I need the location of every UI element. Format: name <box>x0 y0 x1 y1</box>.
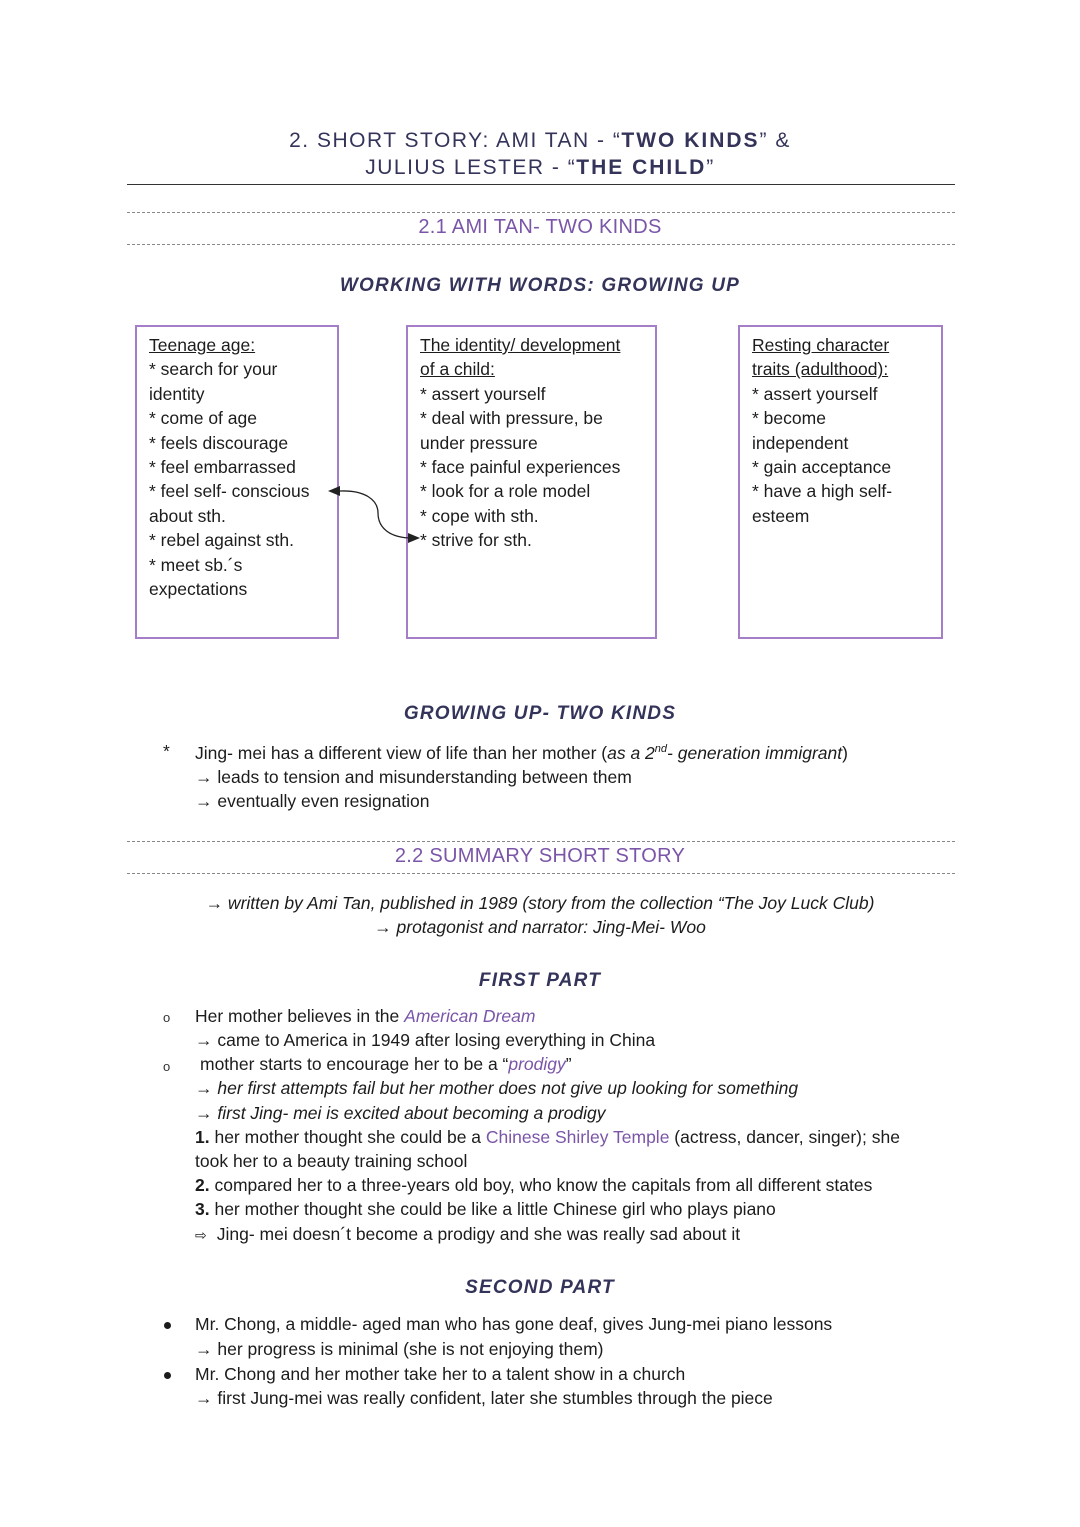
resting-traits-box <box>738 325 943 639</box>
summary-intro-1: → written by Ami Tan, published in 1989 (story from the collection “The Joy Luck Club) <box>205 893 875 913</box>
page-title-line-2 <box>0 156 1080 180</box>
box-line: * feels discourage <box>149 432 289 453</box>
box-line: identity <box>149 383 205 404</box>
box-line: * assert yourself <box>752 383 878 404</box>
growing-up-heading: GROWING UP- TWO KINDS <box>403 703 677 724</box>
highlight-text: American Dream <box>404 1006 536 1026</box>
first-part-line-3 <box>200 1054 572 1075</box>
box-line: * assert yourself <box>420 383 546 404</box>
box-heading: traits (adulthood): <box>752 359 889 380</box>
text-italic: - generation immigrant <box>667 743 843 763</box>
circle-bullet: o <box>163 1059 171 1074</box>
section-divider-bottom <box>127 873 955 874</box>
summary-intro-2: → protagonist and narrator: Jing-Mei- Woo <box>374 917 706 937</box>
first-part-line-9 <box>195 1199 776 1220</box>
list-number: 1. <box>195 1127 210 1147</box>
title-text: ” & <box>759 129 791 152</box>
box-heading: of a child: <box>420 359 495 380</box>
text-italic: as a 2 <box>607 743 655 763</box>
arrow-icon: ⇨ <box>195 1227 207 1243</box>
box-line: * come of age <box>149 408 257 429</box>
identity-development-box <box>406 325 657 639</box>
box-line: * feel self- conscious <box>149 481 310 502</box>
box-line: * strive for sth. <box>420 530 532 551</box>
box-line: * deal with pressure, be <box>420 408 603 429</box>
text: Her mother believes in the <box>195 1006 405 1026</box>
growing-up-line-3: → eventually even resignation <box>195 791 430 811</box>
highlight-text: prodigy <box>508 1054 566 1074</box>
title-text: JULIUS LESTER - “ <box>365 156 577 179</box>
list-number: 2. <box>195 1175 210 1195</box>
text: ” <box>565 1054 572 1074</box>
second-part-heading: SECOND PART <box>465 1277 615 1298</box>
text: Jing- mei doesn´t become a prodigy and she was really sad about it <box>216 1224 741 1244</box>
dot-bullet <box>164 1322 171 1329</box>
title-text: 2. SHORT STORY: AMI TAN - “ <box>289 129 622 152</box>
text: mother starts to encourage her to be a “ <box>200 1054 509 1074</box>
box-line: esteem <box>752 505 810 526</box>
section-divider-top <box>127 841 955 842</box>
box-line: * have a high self- <box>752 481 893 502</box>
box-line: independent <box>752 432 849 453</box>
second-part-line-4: → first Jung-mei was really confident, later she stumbles through the piece <box>195 1388 773 1408</box>
text: Jing- mei has a different view of life than her mother ( <box>195 743 608 763</box>
highlight-text: Chinese Shirley Temple <box>485 1127 670 1147</box>
first-part-heading: FIRST PART <box>478 970 602 991</box>
box-line: * face painful experiences <box>420 457 621 478</box>
section-heading-2-1: 2.1 AMI TAN- TWO KINDS <box>418 216 662 238</box>
section-divider-bottom <box>127 244 955 245</box>
connector-arrow <box>320 480 430 550</box>
box-heading: Resting character <box>752 335 890 355</box>
first-part-line-7: took her to a beauty training school <box>195 1151 468 1171</box>
box-line: * meet sb.´s <box>149 554 243 575</box>
first-part-line-1 <box>195 1006 535 1027</box>
growing-up-line-2: → leads to tension and misunderstanding between them <box>195 767 632 787</box>
box-line: * gain acceptance <box>752 457 892 478</box>
text: her mother thought she could be like a little Chinese girl who plays piano <box>209 1199 776 1219</box>
star-bullet: * <box>163 741 170 761</box>
first-part-line-8 <box>195 1175 872 1196</box>
first-part-line-5: → first Jing- mei is excited about becoming a prodigy <box>195 1103 606 1123</box>
box-line: * rebel against sth. <box>149 530 294 551</box>
growing-up-line-1 <box>195 743 848 764</box>
box-heading: The identity/ development <box>420 335 621 355</box>
box-line: expectations <box>149 579 248 600</box>
page-title-line-1 <box>0 129 1080 153</box>
text: ) <box>842 743 848 763</box>
title-text: ” <box>706 156 715 179</box>
text: her mother thought she could be a <box>209 1127 486 1147</box>
box-line: * feel embarrassed <box>149 457 296 478</box>
box-line: * cope with sth. <box>420 505 539 526</box>
box-heading: Teenage age: <box>149 335 256 355</box>
first-part-line-10 <box>195 1224 740 1245</box>
working-with-words-heading: WORKING WITH WORDS: GROWING UP <box>339 275 741 296</box>
text: (actress, dancer, singer); she <box>669 1127 900 1147</box>
circle-bullet: o <box>163 1010 171 1025</box>
text: compared her to a three-years old boy, who know the capitals from all different states <box>209 1175 873 1195</box>
title-bold-text: TWO KINDS <box>621 129 760 152</box>
first-part-line-6 <box>195 1127 900 1148</box>
dot-bullet <box>164 1372 171 1379</box>
box-line: under pressure <box>420 432 538 453</box>
second-part-line-3: Mr. Chong and her mother take her to a talent show in a church <box>195 1364 686 1384</box>
box-line: about sth. <box>149 505 226 526</box>
teenage-age-box <box>135 325 339 639</box>
second-part-line-1: Mr. Chong, a middle- aged man who has gone deaf, gives Jung-mei piano lessons <box>195 1314 833 1334</box>
first-part-line-4: → her first attempts fail but her mother does not give up looking for something <box>195 1078 799 1098</box>
superscript: nd <box>654 743 668 756</box>
box-line: * look for a role model <box>420 481 591 502</box>
section-heading-2-2: 2.2 SUMMARY SHORT STORY <box>394 845 686 867</box>
box-line: * search for your <box>149 359 278 380</box>
title-bold-text: THE CHILD <box>576 156 707 179</box>
first-part-line-2: → came to America in 1949 after losing everything in China <box>195 1030 656 1050</box>
section-divider-top <box>127 212 955 213</box>
second-part-line-2: → her progress is minimal (she is not enjoying them) <box>195 1339 604 1359</box>
box-line: * become <box>752 408 826 429</box>
list-number: 3. <box>195 1199 210 1219</box>
title-underline <box>127 184 955 185</box>
